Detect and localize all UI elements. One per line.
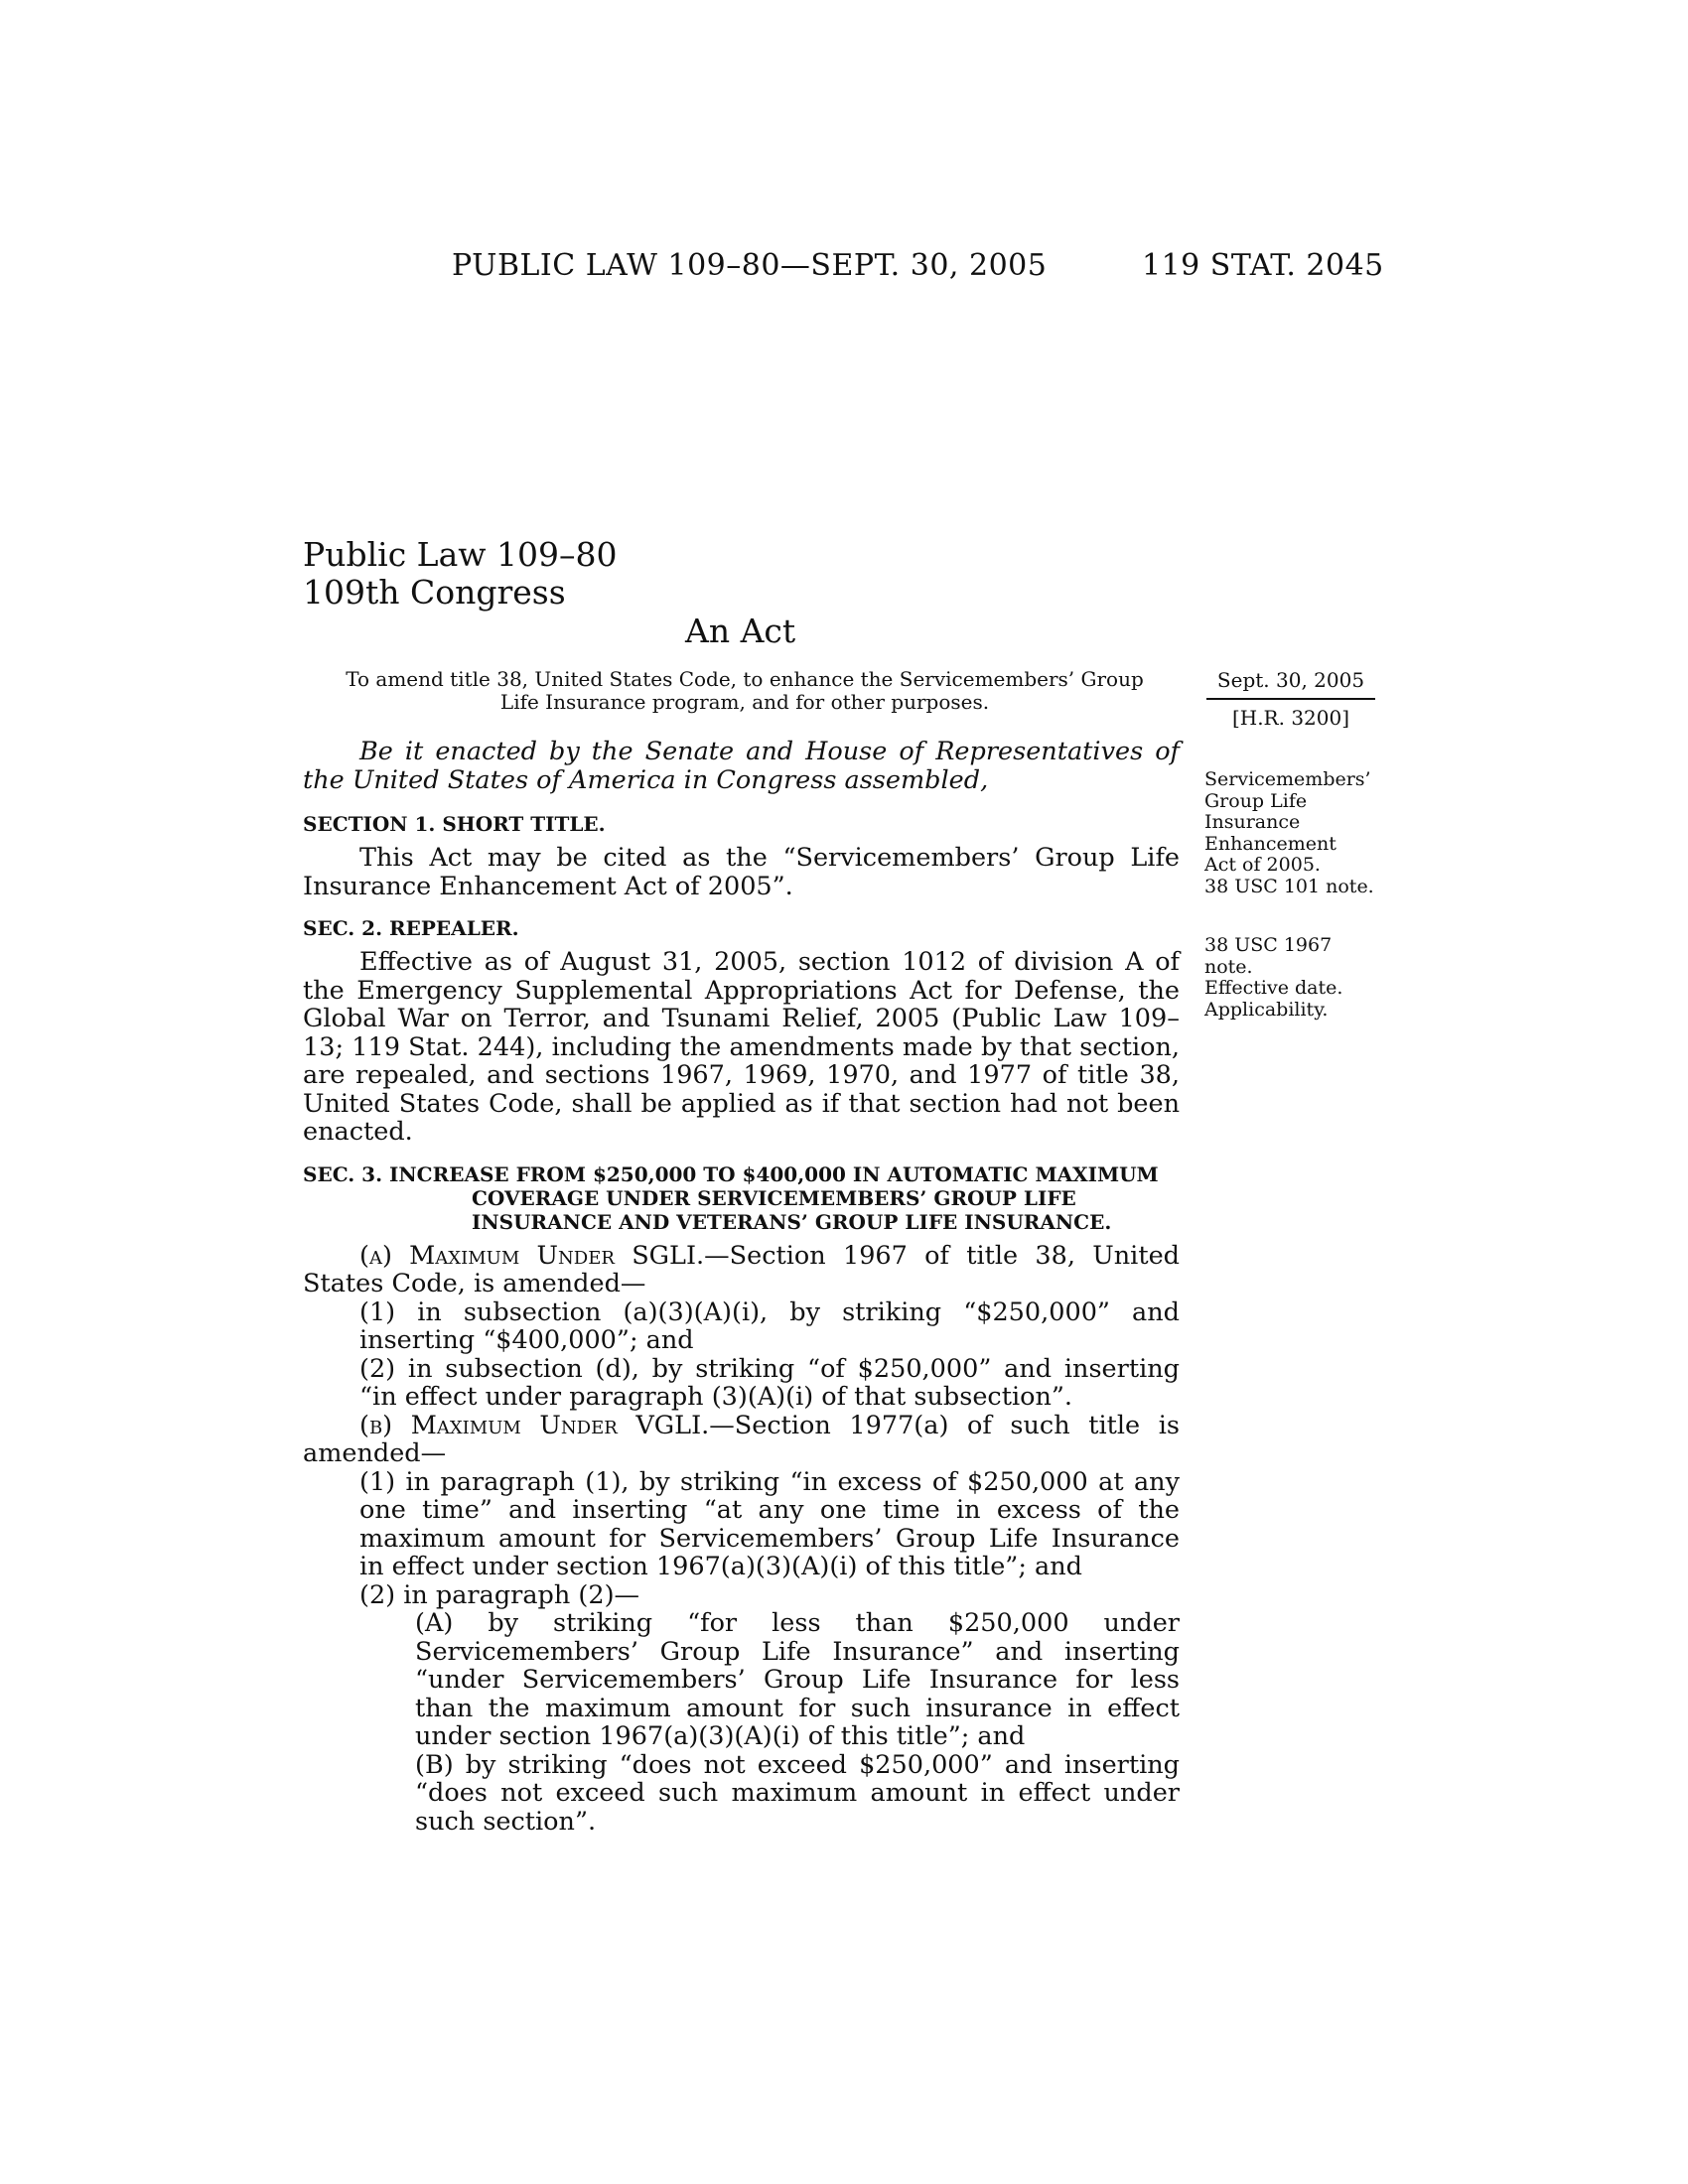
bill-info bbox=[1206, 668, 1375, 730]
running-header-left: PUBLIC LAW 109–80—SEPT. 30, 2005 bbox=[452, 248, 1048, 283]
paragraph-b2: (2) in paragraph (2)— bbox=[359, 1579, 640, 1610]
section-1-heading: SECTION 1. SHORT TITLE. bbox=[303, 812, 606, 836]
margin-note-line: Group Life bbox=[1204, 789, 1308, 812]
subsection-a-text: —Section 1967 of title 38, United States Code, is amended— bbox=[303, 1240, 1180, 1298]
section-2-text: Effective as of August 31, 2005, section 1012 of division A of the Emergency Supplemental Appropriations Act for Defense, the Global War on Terror, and Tsunami Relief, 2005 (Public Law 109–13; 119 Stat. 244), including the amendments made by that section, are repealed, and sections 1967, 1969, 1970, and 1977 of title 38, United States Code, shall be applied as if that section had not been enacted. bbox=[303, 947, 1180, 1147]
paragraph-b1: (1) in paragraph (1), by striking “in excess of $250,000 at any one time” and inserting “at any one time in excess of the maximum amount for Servicemembers’ Group Life Insurance in effect under section 1967(a)(3)(A)(i) of this title”; and bbox=[359, 1466, 1180, 1581]
margin-note-line: Insurance bbox=[1204, 811, 1301, 833]
margin-note-line: 38 USC 1967 bbox=[1204, 934, 1333, 956]
congress-number: 109th Congress bbox=[303, 573, 566, 612]
margin-note-short-title bbox=[1204, 769, 1403, 897]
subsection-a-label: (a) Maximum Under SGLI. bbox=[359, 1240, 705, 1271]
act-body bbox=[303, 738, 1180, 1836]
margin-note-repealer bbox=[1204, 935, 1403, 1021]
section-2-heading: SEC. 2. REPEALER. bbox=[303, 916, 519, 940]
bill-number: [H.R. 3200] bbox=[1231, 706, 1350, 730]
act-heading: An Act bbox=[685, 612, 796, 650]
subsection-b-label: (b) Maximum Under VGLI. bbox=[359, 1410, 710, 1440]
section-3-heading: SEC. 3. INCREASE FROM $250,000 TO $400,000 IN AUTOMATIC MAXIMUM COVERAGE UNDER SERVICEMEMBERS’ GROUP LIFE INSURANCE AND VETERANS’ GROUP LIFE INSURANCE. bbox=[303, 1161, 1159, 1234]
subsection-a bbox=[303, 1242, 1180, 1298]
running-header-page: 119 STAT. 2045 bbox=[1142, 248, 1384, 283]
enacting-clause: Be it enacted by the Senate and House of Representatives of the United States of America in Congress assembled, bbox=[303, 737, 1180, 795]
margin-note-line: Servicemembers’ bbox=[1204, 768, 1371, 790]
section-1-text: This Act may be cited as the “Servicemembers’ Group Life Insurance Enhancement Act of 2005”. bbox=[303, 843, 1180, 901]
subsection-b-text: —Section 1977(a) of such title is amended— bbox=[303, 1410, 1180, 1468]
paragraph-a1: (1) in subsection (a)(3)(A)(i), by striking “$250,000” and inserting “$400,000”; and bbox=[359, 1297, 1180, 1355]
enactment-date: Sept. 30, 2005 bbox=[1206, 668, 1375, 700]
margin-note-line: note. bbox=[1204, 955, 1253, 978]
margin-note-line: 38 USC 101 note. bbox=[1204, 875, 1374, 897]
subparagraph-b2B: (B) by striking “does not exceed $250,000” and inserting “does not exceed such maximum amount in effect under such section”. bbox=[415, 1749, 1180, 1837]
subsection-b bbox=[303, 1412, 1180, 1468]
public-law-number: Public Law 109–80 bbox=[303, 535, 618, 574]
subparagraph-b2A: (A) by striking “for less than $250,000 under Servicemembers’ Group Life Insurance” and inserting “under Servicemembers’ Group Life Insurance for less than the maximum amount for such insurance in effect under section 1967(a)(3)(A)(i) of this title”; and bbox=[415, 1608, 1180, 1751]
margin-note-line: Applicability. bbox=[1204, 998, 1329, 1021]
law-title-block bbox=[303, 536, 617, 612]
act-purpose: To amend title 38, United States Code, to enhance the Servicemembers’ Group Life Insurance program, and for other purposes. bbox=[346, 667, 1144, 714]
margin-note-line: Enhancement bbox=[1204, 832, 1336, 855]
margin-note-line: Act of 2005. bbox=[1204, 854, 1321, 876]
paragraph-a2: (2) in subsection (d), by striking “of $250,000” and inserting “in effect under paragraph (3)(A)(i) of that subsection”. bbox=[359, 1353, 1180, 1412]
margin-note-line: Effective date. bbox=[1204, 977, 1343, 999]
